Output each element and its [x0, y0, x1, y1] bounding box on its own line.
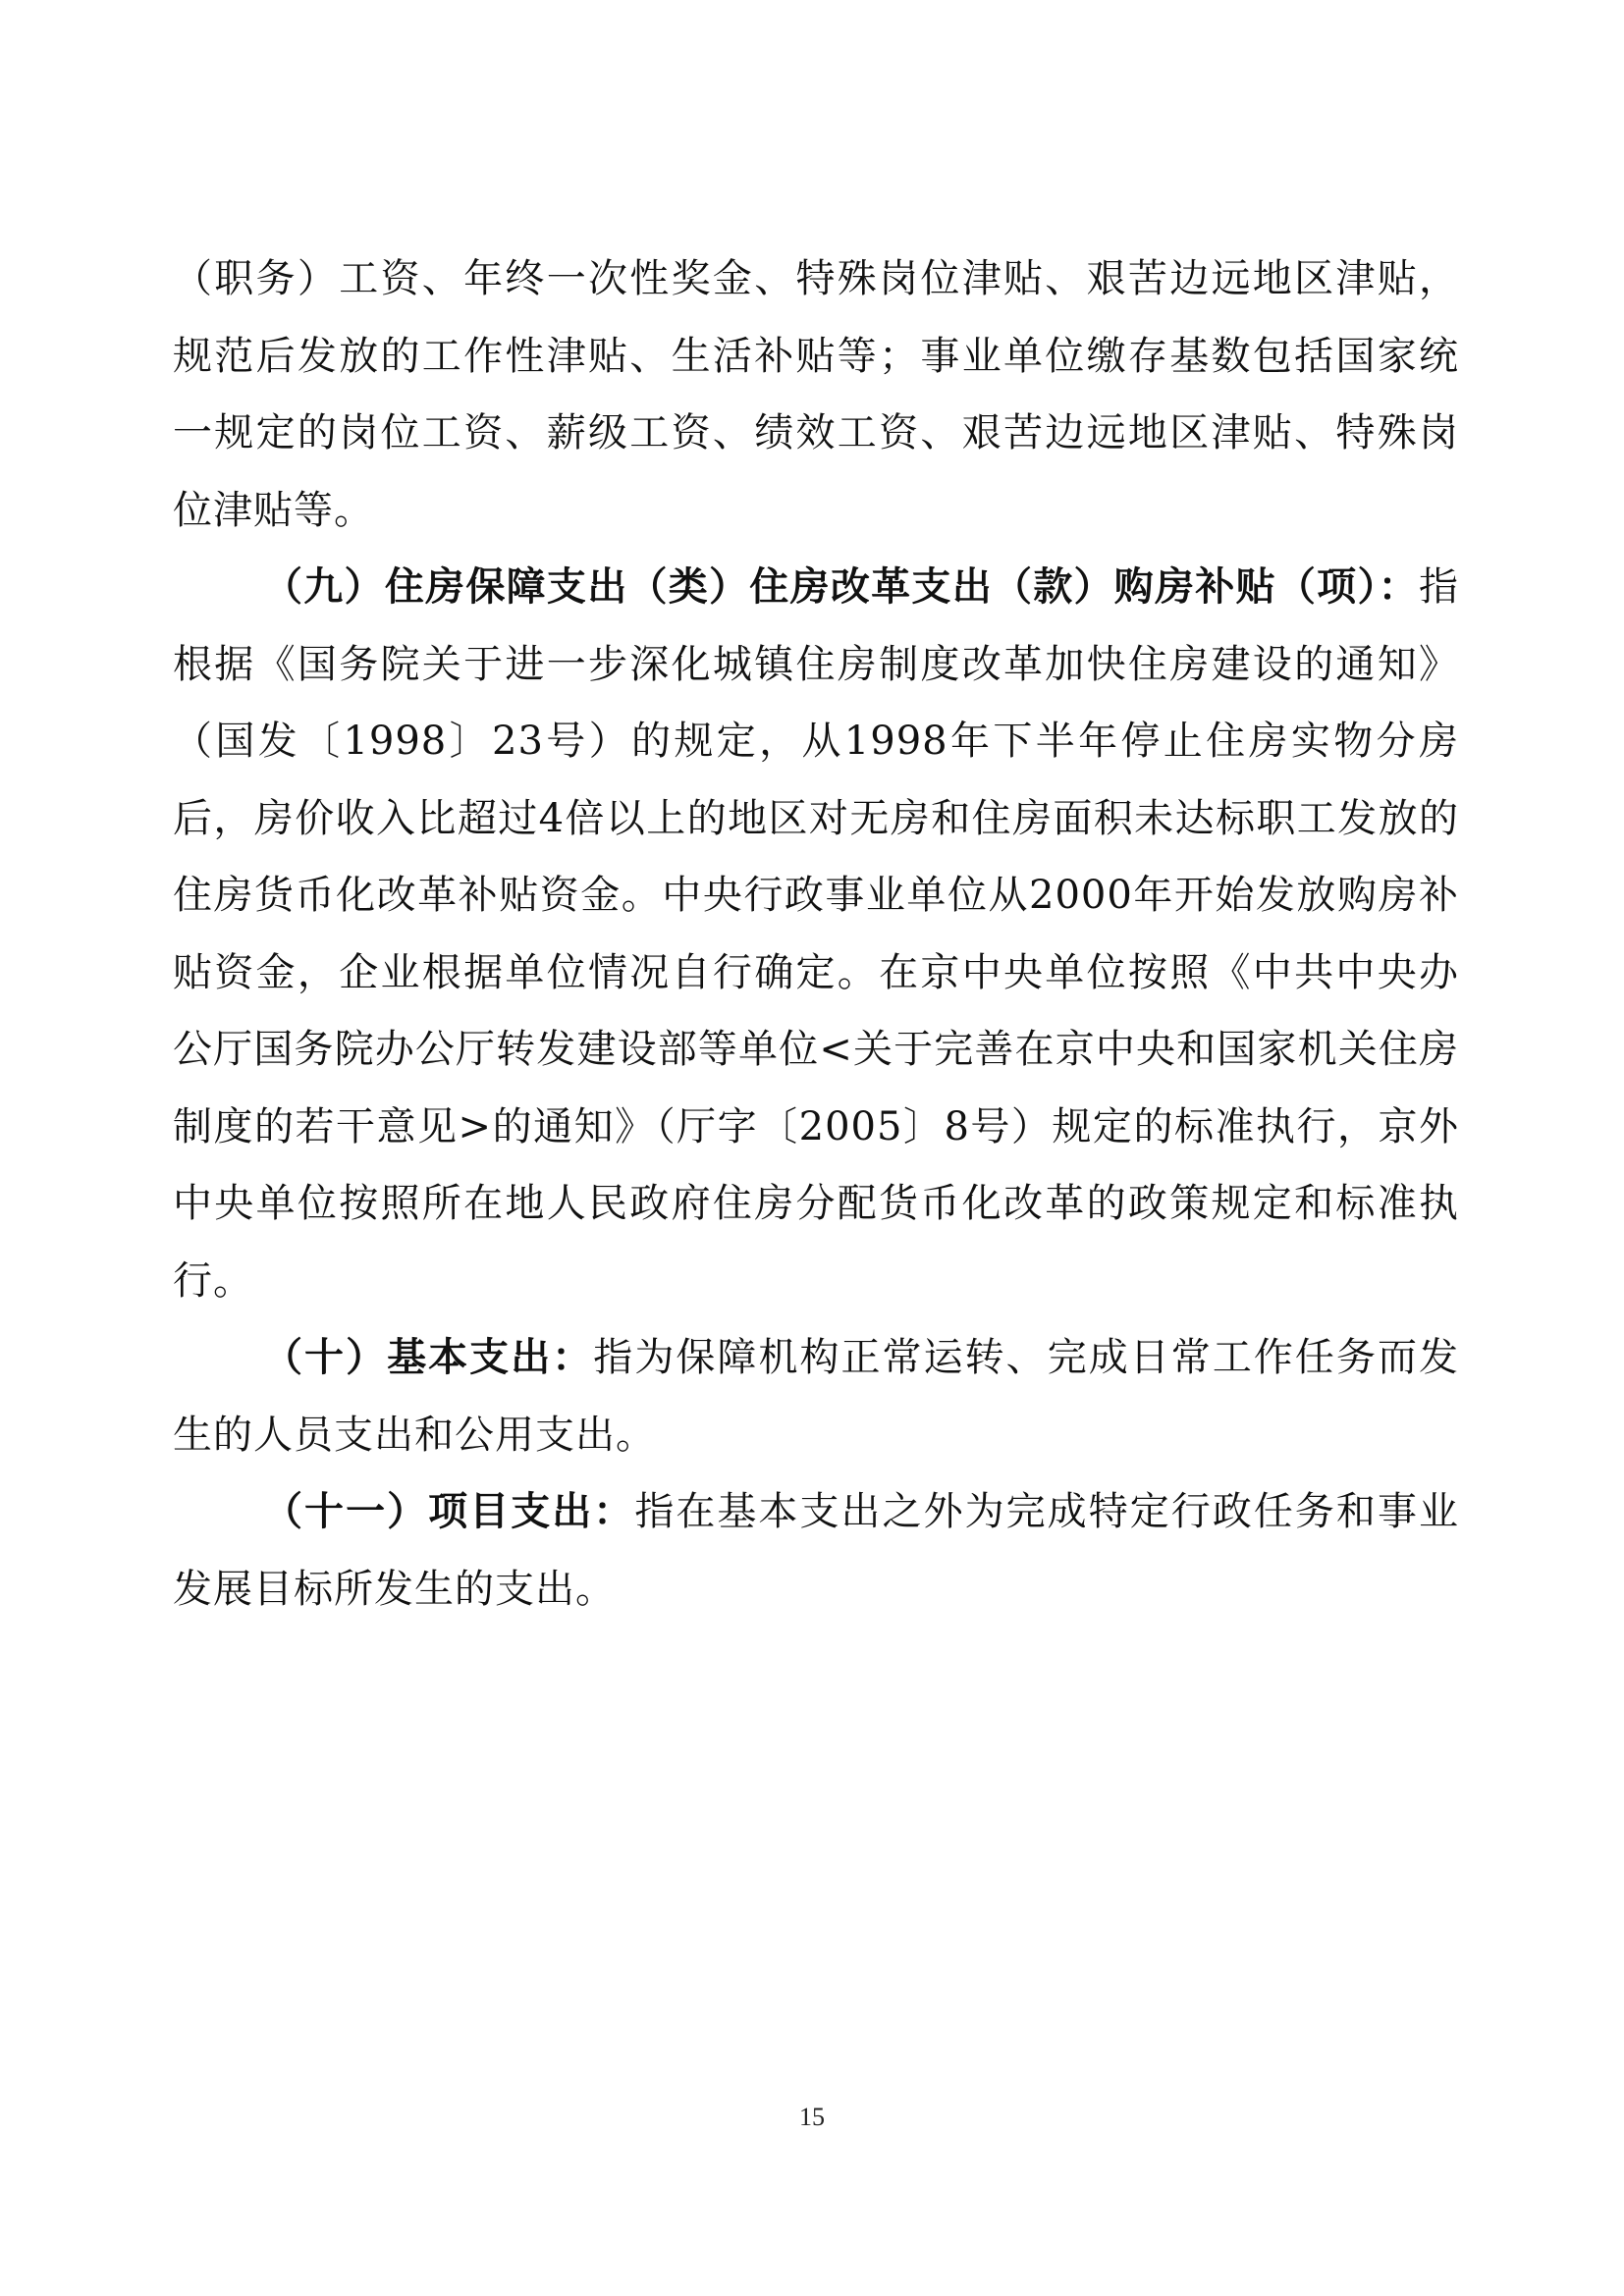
page-body — [173, 240, 1459, 1628]
paragraph-text: 指根据《国务院关于进一步深化城镇住房制度改革加快住房建设的通知》（国发〔1998〕23号）的规定，从1998年下半年停止住房实物分房后，房价收入比超过4倍以上的地区对无房和住房面积未达标职工发放的住房货币化改革补贴资金。中央行政事业单位从2000年开始发放购房补贴资金，企业根据单位情况自行确定。在京中央单位按照《中共中央办公厅国务院办公厅转发建设部等单位<关于完善在京中央和国家机关住房制度的若干意见>的通知》（厅字〔2005〕8号）规定的标准执行，京外中央单位按照所在地人民政府住房分配货币化改革的政策规定和标准执行。 — [173, 564, 1459, 1304]
paragraph-text: 指在基本支出之外为完成特定行政任务和事业发展目标所发生的支出。 — [173, 1489, 1460, 1612]
paragraph-housing-subsidy — [173, 549, 1459, 1319]
section-heading: （十一）项目支出： — [263, 1489, 635, 1534]
paragraph-text: （职务）工资、年终一次性奖金、特殊岗位津贴、艰苦边远地区津贴，规范后发放的工作性津贴、生活补贴等；事业单位缴存基数包括国家统一规定的岗位工资、薪级工资、绩效工资、艰苦边远地区津贴、特殊岗位津贴等。 — [173, 256, 1459, 533]
paragraph-project-expenditure — [173, 1473, 1459, 1628]
section-heading: （十）基本支出： — [263, 1335, 594, 1380]
section-heading: （九）住房保障支出（类）住房改革支出（款）购房补贴（项）： — [263, 564, 1419, 610]
paragraph-basic-expenditure — [173, 1319, 1459, 1473]
paragraph-text: 指为保障机构正常运转、完成日常工作任务而发生的人员支出和公用支出。 — [173, 1335, 1460, 1458]
page-number: 15 — [799, 2103, 825, 2131]
paragraph-contribution-base — [173, 240, 1459, 549]
